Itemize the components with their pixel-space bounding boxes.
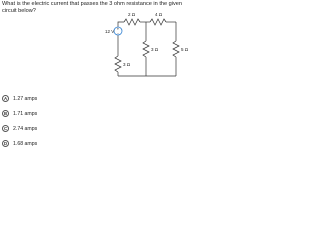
option-d-letter: D — [3, 141, 8, 146]
label-2-ohm: 2 Ω — [128, 12, 136, 17]
option-b[interactable] — [2, 109, 37, 118]
label-3-ohm-left: 3 Ω — [123, 62, 131, 67]
label-4-ohm: 4 Ω — [155, 12, 163, 17]
option-b-letter: B — [3, 111, 8, 116]
option-c[interactable] — [2, 124, 37, 133]
option-a-letter: A — [3, 96, 8, 101]
resistor-3-ohm-middle — [143, 41, 149, 57]
option-b-text: 1.71 amps — [13, 110, 38, 117]
label-3-ohm-middle: 3 Ω — [151, 47, 159, 52]
option-c-text: 2.74 amps — [13, 125, 38, 132]
resistor-4-ohm-top — [150, 19, 166, 25]
option-d[interactable] — [2, 139, 37, 148]
resistor-3-ohm-left — [115, 56, 121, 72]
option-d-text: 1.68 amps — [13, 140, 38, 147]
option-c-letter: C — [3, 126, 8, 131]
label-5-ohm: 5 Ω — [181, 47, 189, 52]
resistor-2-ohm — [124, 19, 140, 25]
option-a[interactable] — [2, 94, 37, 103]
circuit-diagram — [0, 0, 200, 157]
source-plus: + — [116, 26, 120, 32]
question-text: What is the electric current that passes the 3 ohm resistance in the given circuit below? — [2, 1, 183, 14]
resistor-5-ohm — [173, 41, 179, 57]
source-voltage-label: 12 V — [105, 29, 115, 34]
option-a-text: 1.27 amps — [13, 95, 38, 102]
source-minus: - — [117, 30, 119, 36]
circuit-wires — [115, 19, 179, 76]
